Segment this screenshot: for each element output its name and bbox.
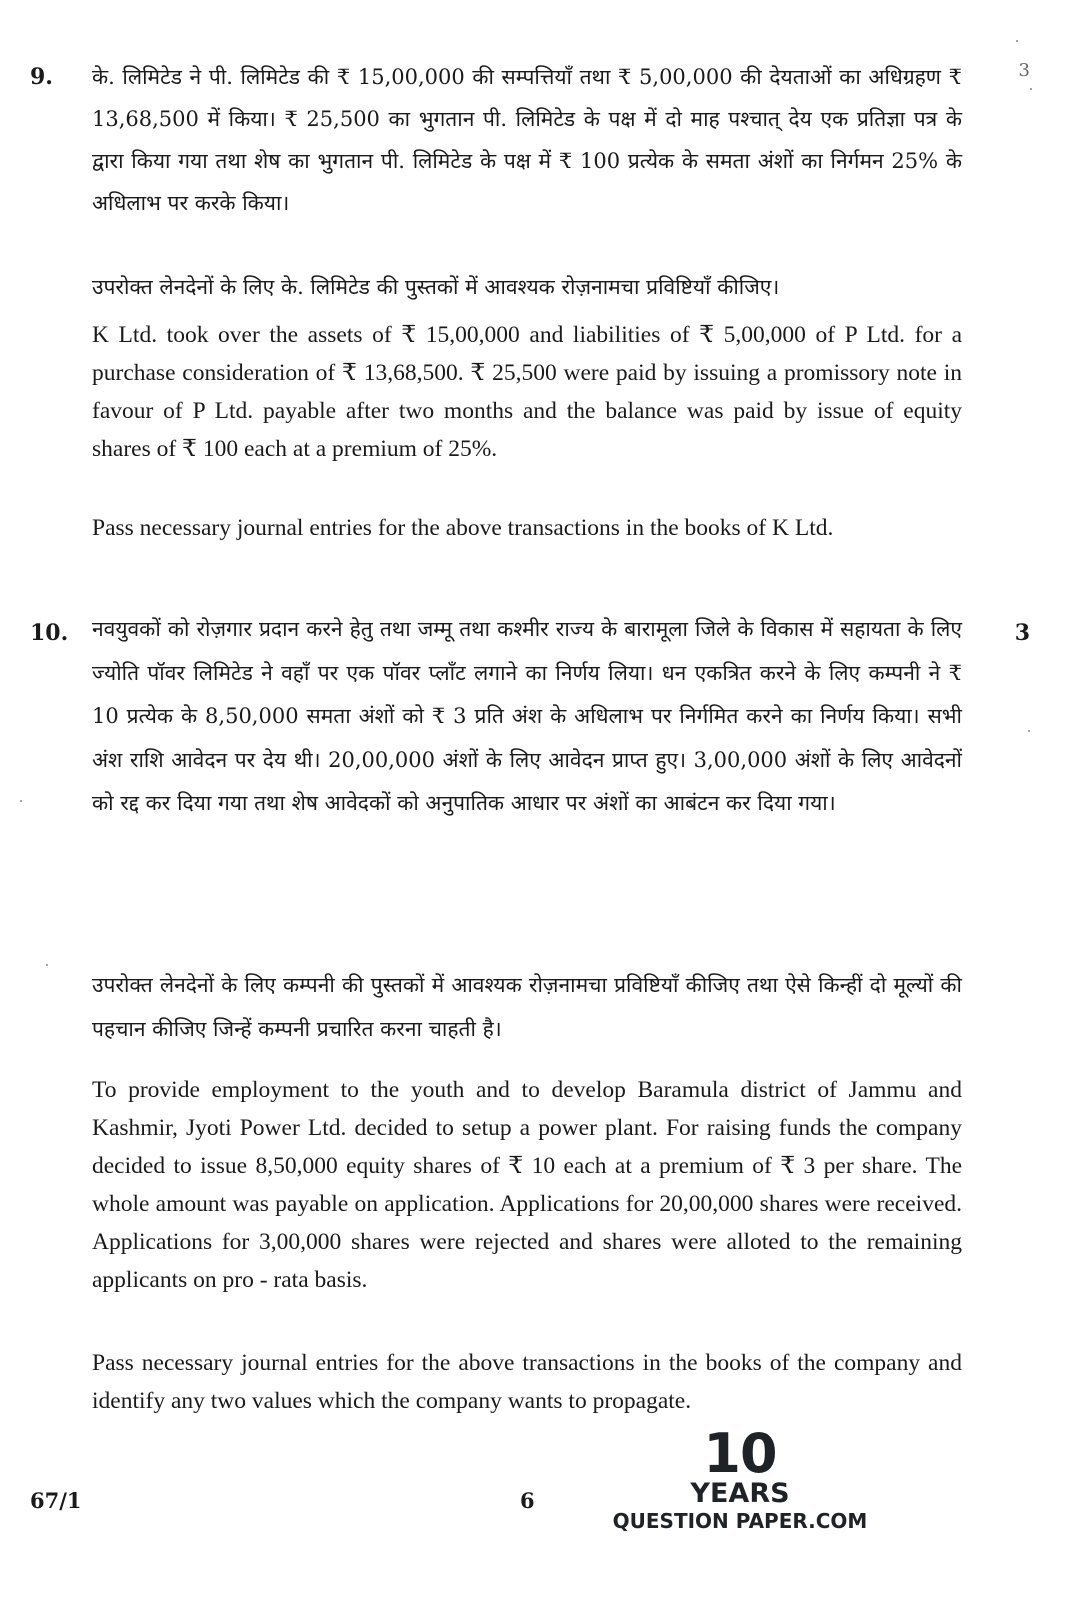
scan-speck [46, 964, 48, 966]
scan-speck [1028, 730, 1030, 732]
question-10-english-para-1: To provide employment to the youth and to develop Baramula district of Jammu and Kashmir, Jyoti Power Ltd. decided to setup a power plant. For raising funds the company decided to issue 8,50,000 equity shares of ₹ 10 each at a premium of ₹ 3 per share. The whole amount was payable on application. Applications for 20,00,000 shares were received. Applications for 3,00,000 shares were rejected and shares were alloted to the remaining applicants on pro - rata basis. [92, 1077, 962, 1293]
question-10-english-para-2: Pass necessary journal entries for the above transactions in the books of the company and identify any two values which the company wants to propagate. [92, 1350, 962, 1414]
question-10-hindi-para-1: नवयुवकों को रोज़गार प्रदान करने हेतु तथा जम्मू तथा कश्मीर राज्य के बारामूला जिले के विकास में सहायता के लिए ज्योति पॉवर लिमिटेड ने वहाँ पर एक पॉवर प्लाँट लगाने का निर्णय लिया। धन एकत्रित करने के लिए कम्पनी ने ₹ 10 प्रत्येक के 8,50,000 समता अंशों को ₹ 3 प्रति अंश के अधिलाभ पर निर्गमित करने का निर्णय किया। सभी अंश राशि आवेदन पर देय थी। 20,00,000 अंशों के लिए आवेदन प्राप्त हुए। 3,00,000 अंशों के लिए आवेदनों को रद्द कर दिया गया तथा शेष आवेदकों को अनुपातिक आधार पर अंशों का आबंटन कर दिया गया। [92, 617, 962, 815]
logo-years: YEARS [690, 1478, 790, 1509]
question-10-hindi-para-2: उपरोक्त लेनदेनों के लिए कम्पनी की पुस्तकों में आवश्यक रोज़नामचा प्रविष्टियाँ कीजिए तथा ऐसे किन्हीं दो मूल्यों की पहचान कीजिए जिन्हें कम्पनी प्रचारित करना चाहती है। [92, 973, 962, 1041]
question-9-english-para-2: Pass necessary journal entries for the above transactions in the books of K Ltd. [92, 515, 834, 541]
paper-code: 67/1 [30, 1488, 82, 1513]
question-10-marks: 3 [1014, 620, 1030, 646]
logo-number: 10 [703, 1422, 777, 1485]
question-10-number: 10. [30, 620, 69, 646]
logo-site: QUESTION PAPER.COM [612, 1509, 868, 1533]
question-9-hindi-para-2: उपरोक्त लेनदेनों के लिए के. लिमिटेड की पुस्तकों में आवश्यक रोज़नामचा प्रविष्टियाँ कीजिए। [92, 275, 780, 299]
question-9-english-para-1: K Ltd. took over the assets of ₹ 15,00,000 and liabilities of ₹ 5,00,000 of P Ltd. for a purchase consideration of ₹ 13,68,500. ₹ 25,500 were paid by issuing a promissory note in favour of P Ltd. payable after two months and the balance was paid by issue of equity shares of ₹ 100 each at a premium of 25%. [92, 322, 962, 462]
question-9-hindi-para-1: के. लिमिटेड ने पी. लिमिटेड की ₹ 15,00,000 की सम्पत्तियाँ तथा ₹ 5,00,000 की देयताओं का अधिग्रहण ₹ 13,68,500 में किया। ₹ 25,500 का भुगतान पी. लिमिटेड के पक्ष में दो माह पश्चात् देय एक प्रतिज्ञा पत्र के द्वारा किया गया तथा शेष का भुगतान पी. लिमिटेड के पक्ष में ₹ 100 प्रत्येक के समता अंशों का निर्गमन 25% के अधिलाभ पर करके किया। [92, 65, 962, 215]
question-9-marks: 3 [1018, 60, 1030, 81]
ten-years-logo [610, 1422, 870, 1534]
scan-speck [20, 800, 22, 802]
scan-speck [1030, 88, 1032, 90]
scan-speck [1016, 40, 1018, 42]
question-9-number: 9. [30, 64, 53, 90]
page-number: 6 [520, 1488, 535, 1513]
